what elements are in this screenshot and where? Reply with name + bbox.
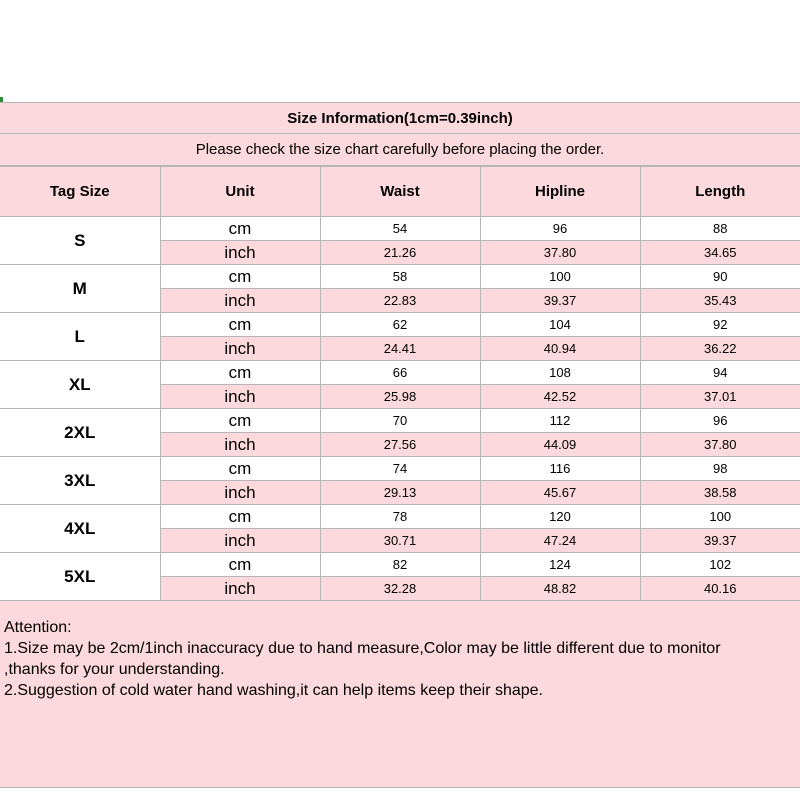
waist-cell: 62 [320, 313, 480, 337]
unit-cell: inch [160, 337, 320, 361]
hipline-cell: 48.82 [480, 577, 640, 601]
tag-size-cell: M [0, 265, 160, 313]
length-cell: 35.43 [640, 289, 800, 313]
length-cell: 88 [640, 217, 800, 241]
page-title: Size Information(1cm=0.39inch) [287, 109, 513, 127]
waist-cell: 78 [320, 505, 480, 529]
unit-cell: cm [160, 505, 320, 529]
length-cell: 90 [640, 265, 800, 289]
waist-cell: 29.13 [320, 481, 480, 505]
hipline-cell: 42.52 [480, 385, 640, 409]
hipline-cell: 40.94 [480, 337, 640, 361]
hipline-cell: 39.37 [480, 289, 640, 313]
unit-cell: inch [160, 577, 320, 601]
unit-cell: cm [160, 313, 320, 337]
size-info-title [0, 102, 800, 134]
length-cell: 92 [640, 313, 800, 337]
length-cell: 37.01 [640, 385, 800, 409]
waist-cell: 74 [320, 457, 480, 481]
waist-cell: 66 [320, 361, 480, 385]
tag-size-cell: XL [0, 361, 160, 409]
unit-cell: inch [160, 529, 320, 553]
waist-cell: 70 [320, 409, 480, 433]
table-row [0, 313, 800, 337]
tag-size-cell: 2XL [0, 409, 160, 457]
table-body [0, 217, 800, 601]
length-cell: 96 [640, 409, 800, 433]
hipline-cell: 104 [480, 313, 640, 337]
hipline-cell: 108 [480, 361, 640, 385]
length-cell: 38.58 [640, 481, 800, 505]
length-cell: 102 [640, 553, 800, 577]
table-row [0, 505, 800, 529]
length-cell: 100 [640, 505, 800, 529]
column-header-hipline: Hipline [480, 167, 640, 217]
hipline-cell: 37.80 [480, 241, 640, 265]
table-header-row [0, 167, 800, 217]
hipline-cell: 47.24 [480, 529, 640, 553]
unit-cell: cm [160, 457, 320, 481]
waist-cell: 30.71 [320, 529, 480, 553]
tag-size-cell: 4XL [0, 505, 160, 553]
waist-cell: 58 [320, 265, 480, 289]
waist-cell: 25.98 [320, 385, 480, 409]
size-chart-table [0, 166, 800, 601]
waist-cell: 82 [320, 553, 480, 577]
attention-notes [0, 600, 800, 788]
hipline-cell: 44.09 [480, 433, 640, 457]
subtitle-text: Please check the size chart carefully before placing the order. [195, 141, 605, 158]
waist-cell: 54 [320, 217, 480, 241]
length-cell: 94 [640, 361, 800, 385]
tag-size-cell: L [0, 313, 160, 361]
unit-cell: inch [160, 241, 320, 265]
tag-size-cell: 3XL [0, 457, 160, 505]
unit-cell: inch [160, 481, 320, 505]
tag-size-cell: S [0, 217, 160, 265]
hipline-cell: 96 [480, 217, 640, 241]
length-cell: 37.80 [640, 433, 800, 457]
waist-cell: 32.28 [320, 577, 480, 601]
attention-line-3: 2.Suggestion of cold water hand washing,it can help items keep their shape. [4, 682, 543, 699]
hipline-cell: 112 [480, 409, 640, 433]
length-cell: 34.65 [640, 241, 800, 265]
length-cell: 40.16 [640, 577, 800, 601]
unit-cell: cm [160, 409, 320, 433]
table-row [0, 457, 800, 481]
hipline-cell: 100 [480, 265, 640, 289]
waist-cell: 24.41 [320, 337, 480, 361]
waist-cell: 21.26 [320, 241, 480, 265]
unit-cell: inch [160, 385, 320, 409]
unit-cell: inch [160, 433, 320, 457]
hipline-cell: 45.67 [480, 481, 640, 505]
size-info-subtitle [0, 134, 800, 166]
tag-size-cell: 5XL [0, 553, 160, 601]
length-cell: 39.37 [640, 529, 800, 553]
length-cell: 36.22 [640, 337, 800, 361]
waist-cell: 27.56 [320, 433, 480, 457]
unit-cell: cm [160, 361, 320, 385]
hipline-cell: 124 [480, 553, 640, 577]
length-cell: 98 [640, 457, 800, 481]
table-row [0, 361, 800, 385]
attention-line-2: ,thanks for your understanding. [4, 661, 225, 678]
table-row [0, 265, 800, 289]
unit-cell: inch [160, 289, 320, 313]
column-header-tag-size: Tag Size [0, 167, 160, 217]
unit-cell: cm [160, 553, 320, 577]
table-row [0, 553, 800, 577]
table-row [0, 409, 800, 433]
attention-heading: Attention: [4, 619, 72, 636]
hipline-cell: 116 [480, 457, 640, 481]
hipline-cell: 120 [480, 505, 640, 529]
attention-line-1: 1.Size may be 2cm/1inch inaccuracy due to hand measure,Color may be little different due to monitor [4, 640, 721, 657]
waist-cell: 22.83 [320, 289, 480, 313]
table-row [0, 217, 800, 241]
unit-cell: cm [160, 265, 320, 289]
column-header-unit: Unit [160, 167, 320, 217]
unit-cell: cm [160, 217, 320, 241]
column-header-length: Length [640, 167, 800, 217]
column-header-waist: Waist [320, 167, 480, 217]
